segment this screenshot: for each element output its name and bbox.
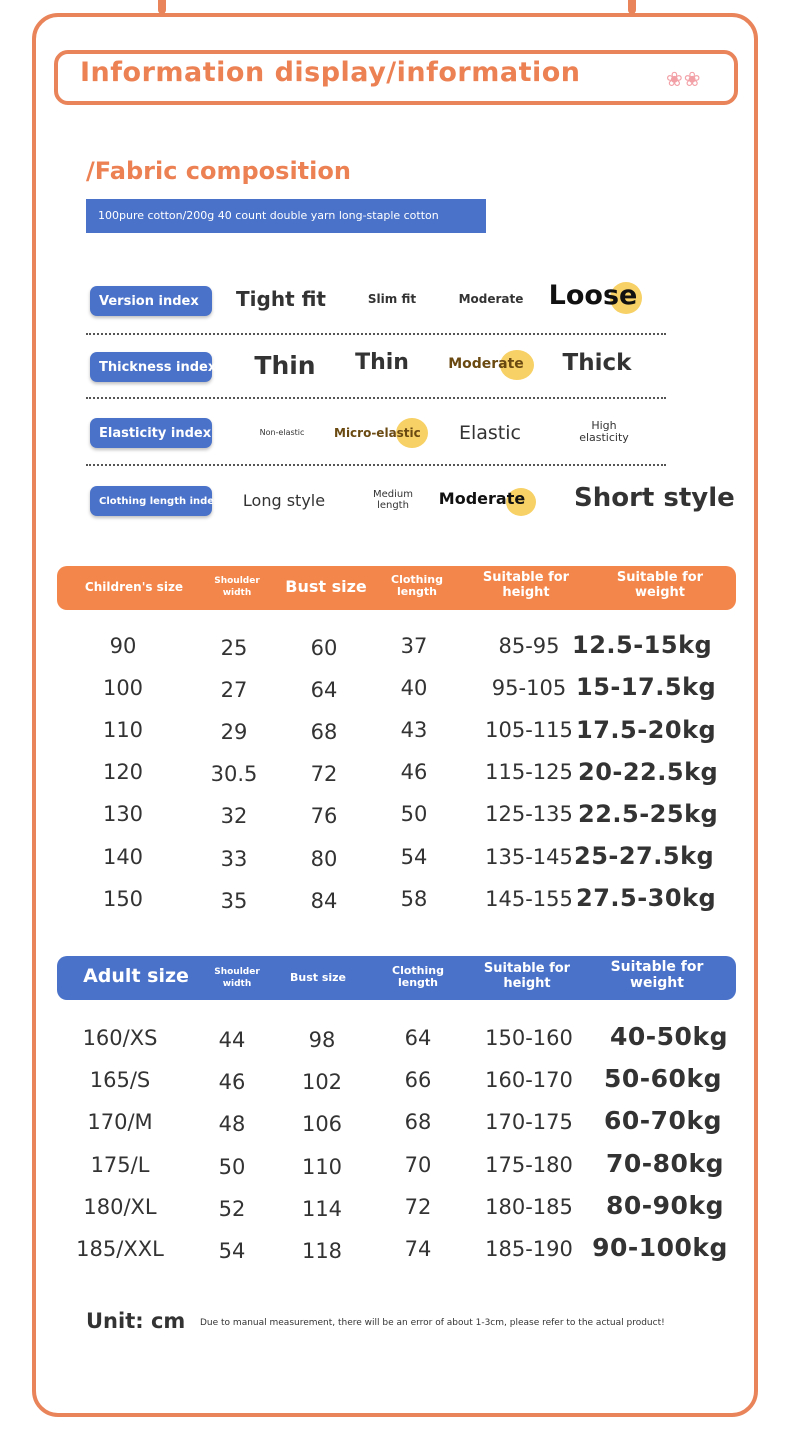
table-cell: 80: [310, 847, 338, 871]
table-cell: 150: [102, 887, 144, 911]
thickness-option: Thin: [254, 351, 316, 380]
table-cell-weight: 15-17.5kg: [576, 673, 717, 701]
table-cell: 160-170: [485, 1068, 573, 1092]
table-cell: 43: [400, 718, 428, 742]
column-header: Adult size: [83, 965, 189, 987]
length-option: Long style: [242, 491, 326, 510]
elasticity-option-selected: Micro-elastic: [334, 426, 421, 440]
table-cell: 74: [404, 1237, 432, 1261]
column-header: Shoulder width: [214, 967, 260, 989]
column-header: Suitable for height: [483, 961, 571, 991]
table-cell: 64: [310, 678, 338, 702]
table-cell-weight: 27.5-30kg: [576, 884, 717, 912]
thickness-index-label: Thickness index: [90, 352, 212, 382]
table-cell: 54: [400, 845, 428, 869]
table-cell: 54: [218, 1239, 246, 1263]
table-cell: 72: [404, 1195, 432, 1219]
table-cell: 58: [400, 887, 428, 911]
table-cell: 46: [218, 1070, 246, 1094]
table-cell: 32: [220, 804, 248, 828]
table-cell: 30.5: [210, 762, 258, 786]
table-cell: 110: [102, 718, 144, 742]
elasticity-option: High elasticity: [579, 419, 629, 444]
version-option: Moderate: [458, 292, 524, 306]
table-cell: 145-155: [485, 887, 573, 911]
table-cell: 98: [308, 1028, 336, 1052]
table-cell: 110: [301, 1155, 343, 1179]
frame-tab-left: [158, 0, 166, 14]
table-cell: 105-115: [485, 718, 573, 742]
table-cell: 180/XL: [83, 1195, 157, 1219]
table-cell: 68: [310, 720, 338, 744]
fabric-description: 100pure cotton/200g 40 count double yarn long-staple cotton: [86, 199, 486, 233]
column-header: Bust size: [285, 577, 367, 596]
table-cell: 27: [220, 678, 248, 702]
table-cell: 90: [109, 634, 137, 658]
table-cell: 60: [310, 636, 338, 660]
column-header: Clothing length: [392, 964, 444, 989]
table-cell: 118: [301, 1239, 343, 1263]
version-index-label: Version index: [90, 286, 212, 316]
column-header: Suitable for weight: [616, 570, 704, 600]
version-option-selected: Loose: [548, 280, 638, 311]
divider: [86, 333, 666, 335]
elasticity-option: Elastic: [458, 422, 521, 444]
table-cell: 175/L: [90, 1153, 150, 1177]
table-cell: 180-185: [485, 1195, 573, 1219]
table-cell: 29: [220, 720, 248, 744]
table-cell: 48: [218, 1112, 246, 1136]
clothing-length-index-label: Clothing length index: [90, 486, 212, 516]
table-cell: 175-180: [485, 1153, 573, 1177]
adult-table-header: [57, 956, 736, 1000]
table-cell: 85-95: [498, 634, 560, 658]
table-cell: 50: [400, 802, 428, 826]
column-header: Bust size: [289, 971, 347, 984]
table-cell: 64: [404, 1026, 432, 1050]
thickness-option: Thick: [562, 350, 632, 376]
length-option: Medium length: [373, 489, 413, 511]
elasticity-option: Non-elastic: [259, 428, 305, 437]
version-option: Tight fit: [236, 287, 326, 311]
table-cell: 66: [404, 1068, 432, 1092]
table-cell: 44: [218, 1028, 246, 1052]
table-cell-weight: 80-90kg: [606, 1191, 724, 1220]
table-cell-weight: 12.5-15kg: [572, 631, 713, 659]
column-header: Suitable for height: [482, 570, 570, 600]
table-cell: 100: [102, 676, 144, 700]
version-option: Slim fit: [367, 292, 417, 306]
thickness-option: Thin: [355, 350, 409, 375]
table-cell: 140: [102, 845, 144, 869]
table-cell: 170-175: [485, 1110, 573, 1134]
column-header: Suitable for weight: [610, 959, 704, 991]
table-cell-weight: 25-27.5kg: [574, 842, 715, 870]
thickness-option-selected: Moderate: [448, 356, 524, 372]
flower-icon: ❀❀: [666, 67, 702, 91]
table-cell: 52: [218, 1197, 246, 1221]
fabric-section-title: /Fabric composition: [86, 157, 351, 185]
table-cell: 114: [301, 1197, 343, 1221]
table-cell: 68: [404, 1110, 432, 1134]
table-cell: 72: [310, 762, 338, 786]
column-header: Shoulder width: [214, 576, 260, 598]
children-table-header: [57, 566, 736, 610]
column-header: Clothing length: [391, 573, 443, 598]
frame-tab-right: [628, 0, 636, 14]
table-cell: 150-160: [485, 1026, 573, 1050]
elasticity-index-label: Elasticity index: [90, 418, 212, 448]
table-cell-weight: 50-60kg: [604, 1064, 722, 1093]
unit-label: Unit: cm: [86, 1309, 186, 1333]
table-cell: 125-135: [485, 802, 573, 826]
table-cell-weight: 40-50kg: [610, 1022, 728, 1051]
table-cell: 84: [310, 889, 338, 913]
table-cell: 40: [400, 676, 428, 700]
table-cell: 35: [220, 889, 248, 913]
length-option: Short style: [574, 483, 735, 513]
table-cell: 115-125: [485, 760, 573, 784]
table-cell-weight: 90-100kg: [592, 1233, 728, 1262]
column-header: Children's size: [84, 580, 184, 594]
divider: [86, 397, 666, 399]
table-cell: 46: [400, 760, 428, 784]
length-option-selected: Moderate: [438, 489, 526, 508]
table-cell: 170/M: [87, 1110, 153, 1134]
table-cell-weight: 60-70kg: [604, 1106, 722, 1135]
table-cell: 130: [102, 802, 144, 826]
table-cell: 50: [218, 1155, 246, 1179]
table-cell: 160/XS: [82, 1026, 158, 1050]
table-cell: 135-145: [485, 845, 573, 869]
table-cell: 33: [220, 847, 248, 871]
table-cell: 120: [102, 760, 144, 784]
table-cell: 95-105: [491, 676, 567, 700]
table-cell: 185-190: [485, 1237, 573, 1261]
table-cell: 37: [400, 634, 428, 658]
table-cell: 106: [301, 1112, 343, 1136]
table-cell-weight: 17.5-20kg: [576, 716, 717, 744]
table-cell: 165/S: [89, 1068, 151, 1092]
table-cell: 70: [404, 1153, 432, 1177]
table-cell-weight: 20-22.5kg: [578, 758, 719, 786]
divider: [86, 464, 666, 466]
table-cell: 102: [301, 1070, 343, 1094]
page-title: Information display/information: [80, 57, 581, 88]
table-cell: 25: [220, 636, 248, 660]
table-cell-weight: 70-80kg: [606, 1149, 724, 1178]
table-cell: 76: [310, 804, 338, 828]
measurement-note: Due to manual measurement, there will be an error of about 1-3cm, please refer to the actual product!: [200, 1318, 665, 1328]
table-cell: 185/XXL: [76, 1237, 164, 1261]
table-cell-weight: 22.5-25kg: [578, 800, 719, 828]
